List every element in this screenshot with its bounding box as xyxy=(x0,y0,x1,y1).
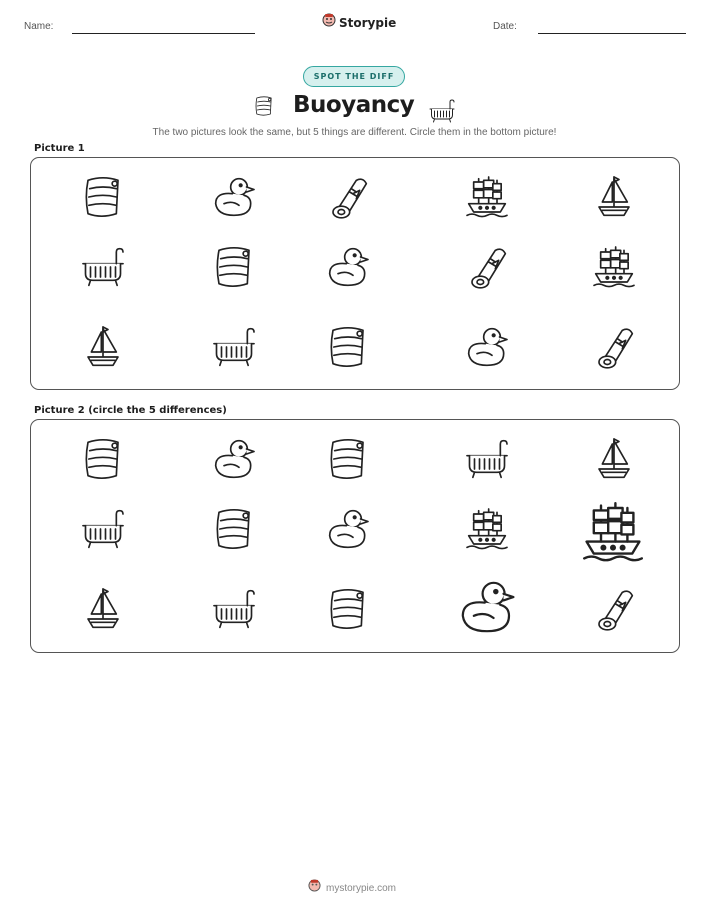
sailboat-icon xyxy=(78,322,128,372)
armband-icon[interactable] xyxy=(78,434,128,484)
brand-name: Storypie xyxy=(339,15,397,30)
picture-2-label: Picture 2 (circle the 5 differences) xyxy=(34,405,227,416)
instructions: The two pictures look the same, but 5 things are different. Circle them in the bottom picture! xyxy=(152,127,557,138)
armband-icon[interactable] xyxy=(323,434,373,484)
duck-icon xyxy=(462,322,512,372)
date-label: Date: xyxy=(493,21,517,32)
armband-icon xyxy=(323,322,373,372)
bathtub-icon[interactable] xyxy=(462,434,512,484)
name-line[interactable] xyxy=(72,33,255,34)
spot-the-diff-badge: SPOT THE DIFF xyxy=(303,66,405,87)
bathtub-icon[interactable] xyxy=(209,584,259,634)
sailboat-icon[interactable] xyxy=(589,434,639,484)
duck-icon xyxy=(323,242,373,292)
picture-1-panel xyxy=(30,157,680,390)
armband-icon xyxy=(209,242,259,292)
armband-icon[interactable] xyxy=(209,504,259,554)
galleon-icon[interactable] xyxy=(577,496,649,568)
galleon-icon xyxy=(462,172,512,222)
sailboat-icon xyxy=(589,172,639,222)
armband-icon xyxy=(78,172,128,222)
sailboat-icon[interactable] xyxy=(78,584,128,634)
footer-url: mystorypie.com xyxy=(326,882,397,894)
armband-icon xyxy=(252,94,276,116)
page-title: Buoyancy xyxy=(293,92,415,118)
date-line[interactable] xyxy=(538,33,686,34)
storypie-mascot-icon xyxy=(322,13,336,32)
bathtub-icon xyxy=(78,242,128,292)
duck-icon[interactable] xyxy=(323,504,373,554)
picture-2-panel[interactable] xyxy=(30,419,680,653)
name-label: Name: xyxy=(24,21,54,32)
scroll-icon xyxy=(589,322,639,372)
scroll-icon xyxy=(323,172,373,222)
bathtub-icon xyxy=(209,322,259,372)
footer xyxy=(308,879,396,897)
armband-icon[interactable] xyxy=(323,584,373,634)
bathtub-icon[interactable] xyxy=(78,504,128,554)
brand-logo xyxy=(322,13,396,32)
galleon-icon xyxy=(589,242,639,292)
duck-icon[interactable] xyxy=(450,574,524,640)
duck-icon[interactable] xyxy=(209,434,259,484)
picture-1-label: Picture 1 xyxy=(34,143,85,154)
scroll-icon[interactable] xyxy=(589,584,639,634)
scroll-icon xyxy=(462,242,512,292)
galleon-icon[interactable] xyxy=(462,504,512,554)
storypie-mascot-icon xyxy=(308,879,321,897)
bathtub-icon xyxy=(427,96,457,116)
duck-icon xyxy=(209,172,259,222)
